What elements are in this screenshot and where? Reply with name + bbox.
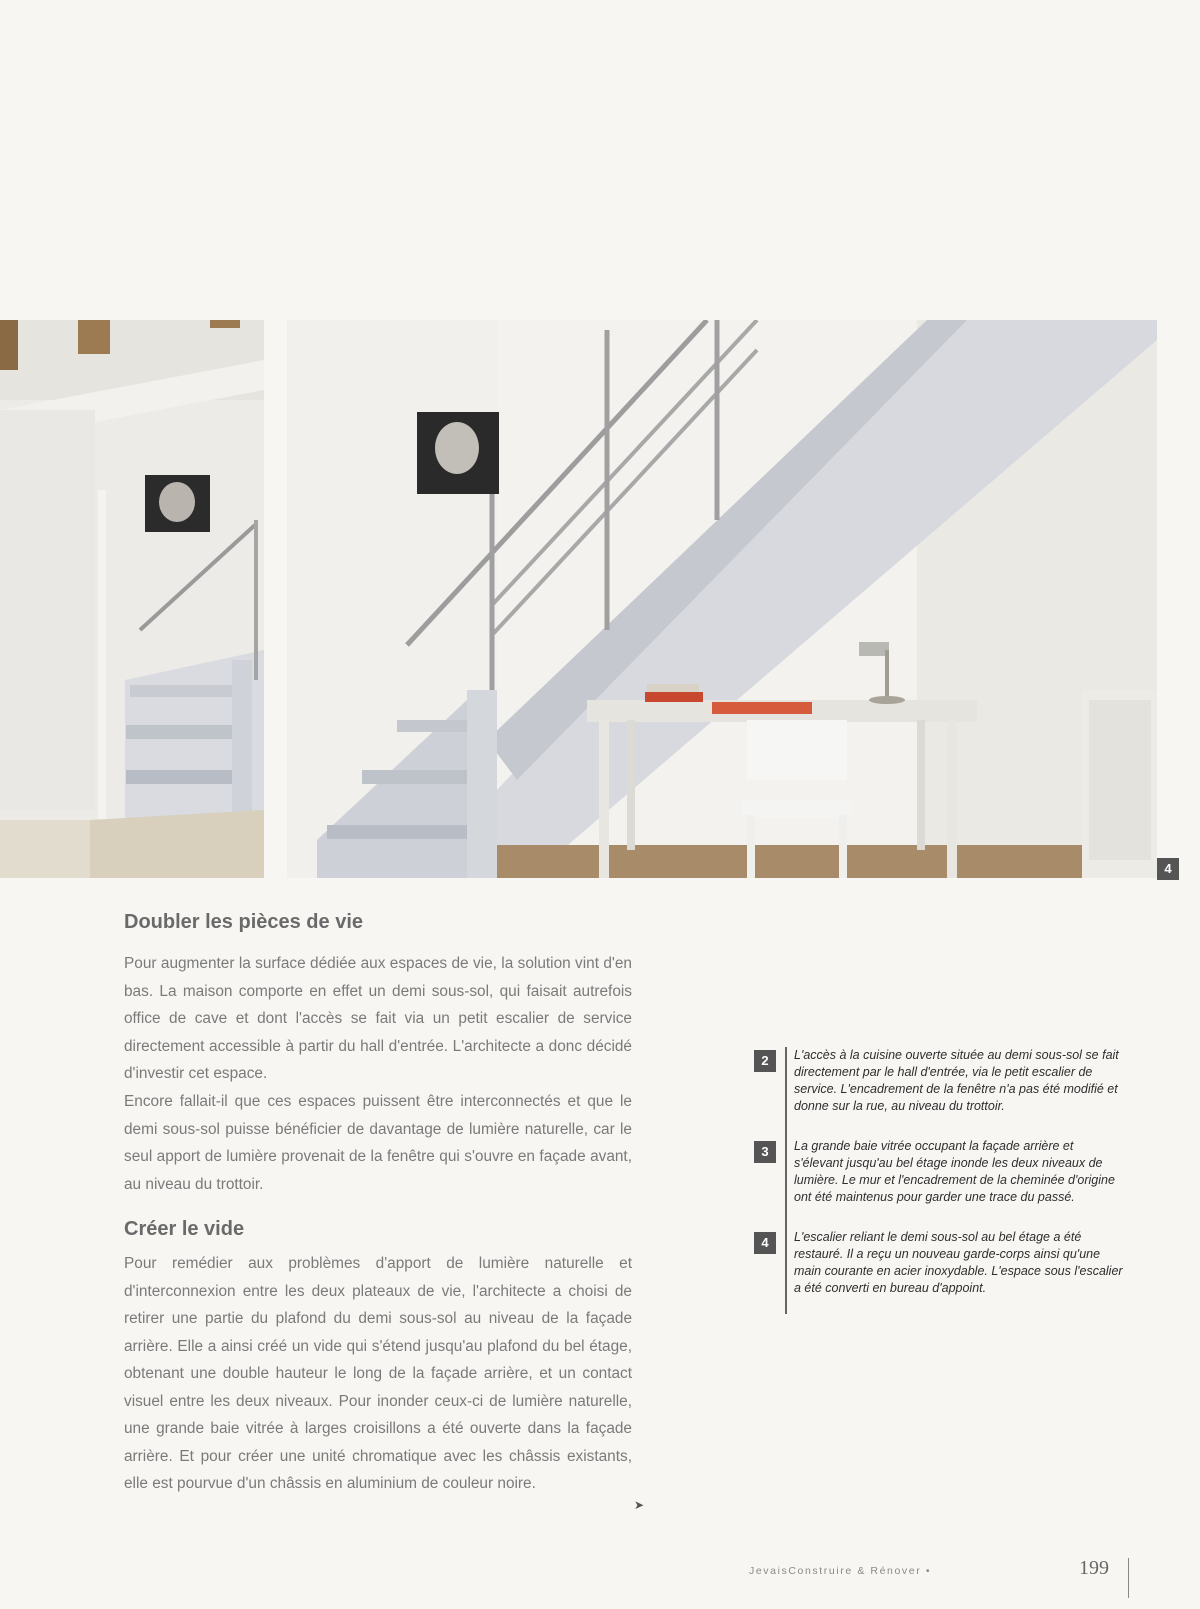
page-number-rule <box>1128 1558 1129 1598</box>
caption-text: L'accès à la cuisine ouverte située au demi sous-sol se fait directement par le hall d'entrée, via le petit escalier de service. L'encadrement de la fenêtre n'a pas été modifié et donne sur la rue, au niveau du trottoir. <box>794 1048 1119 1113</box>
caption-text: L'escalier reliant le demi sous-sol au bel étage a été restauré. Il a reçu un nouveau garde-corps ainsi qu'une main courante en acier inoxydable. L'espace sous l'escalier a été converti en bureau d'appoint. <box>794 1230 1123 1295</box>
caption-2 <box>754 1047 1124 1138</box>
section-heading-creer-le-vide: Créer le vide <box>124 1218 245 1240</box>
body-paragraph: Pour remédier aux problèmes d'apport de lumière naturelle et d'interconnexion entre les deux plateaux de vie, l'architecte a choisi de retirer une partie du plafond du demi sous-sol au niveau de la façade arrière. Elle a ainsi créé un vide qui s'étend jusqu'au plafond du bel étage, obtenant une double hauteur le long de la façade arrière, et un contact visuel entre les deux niveaux. Pour inonder ceux-ci de lumière naturelle, une grande baie vitrée à larges croisillons a été ouverte dans la façade arrière. Et pour créer une unité chromatique avec les châssis existants, elle est pourvue d'un châssis en aluminium de couleur noire. <box>124 1255 632 1492</box>
caption-3 <box>754 1138 1124 1229</box>
magazine-brand-footer: JevaisConstruire & Rénover • <box>749 1565 932 1577</box>
caption-text: La grande baie vitrée occupant la façade arrière et s'élevant jusqu'au bel étage inonde les deux niveaux de lumière. Le mur et l'encadrement de la cheminée d'origine ont été maintenus pour garder une trace du passé. <box>794 1139 1115 1204</box>
photo-number-badge: 4 <box>1157 858 1179 880</box>
caption-number-badge: 4 <box>754 1232 776 1254</box>
caption-number-badge: 3 <box>754 1141 776 1163</box>
caption-number-badge: 2 <box>754 1050 776 1072</box>
staircase-photo-left <box>0 320 264 878</box>
caption-4 <box>754 1229 1124 1320</box>
body-paragraph: Pour augmenter la surface dédiée aux espaces de vie, la solution vint d'en bas. La maison comporte en effet un demi sous-sol, qui faisait autrefois office de cave et dont l'accès se fait via un petit escalier de service directement accessible à partir du hall d'entrée. L'architecte a donc décidé d'investir cet espace. <box>124 955 632 1082</box>
page-number: 199 <box>1079 1557 1109 1579</box>
continue-arrow-icon: ➤ <box>634 1498 645 1512</box>
body-paragraph: Encore fallait-il que ces espaces puissent être interconnectés et que le demi sous-sol puisse bénéficier de davantage de lumière naturelle, car le seul apport de lumière provenait de la fenêtre qui s'ouvre en façade avant, au niveau du trottoir. <box>124 1093 632 1193</box>
section-heading-doubler: Doubler les pièces de vie <box>124 911 363 933</box>
photo-captions <box>754 1047 1124 1320</box>
staircase-desk-photo <box>287 320 1157 878</box>
